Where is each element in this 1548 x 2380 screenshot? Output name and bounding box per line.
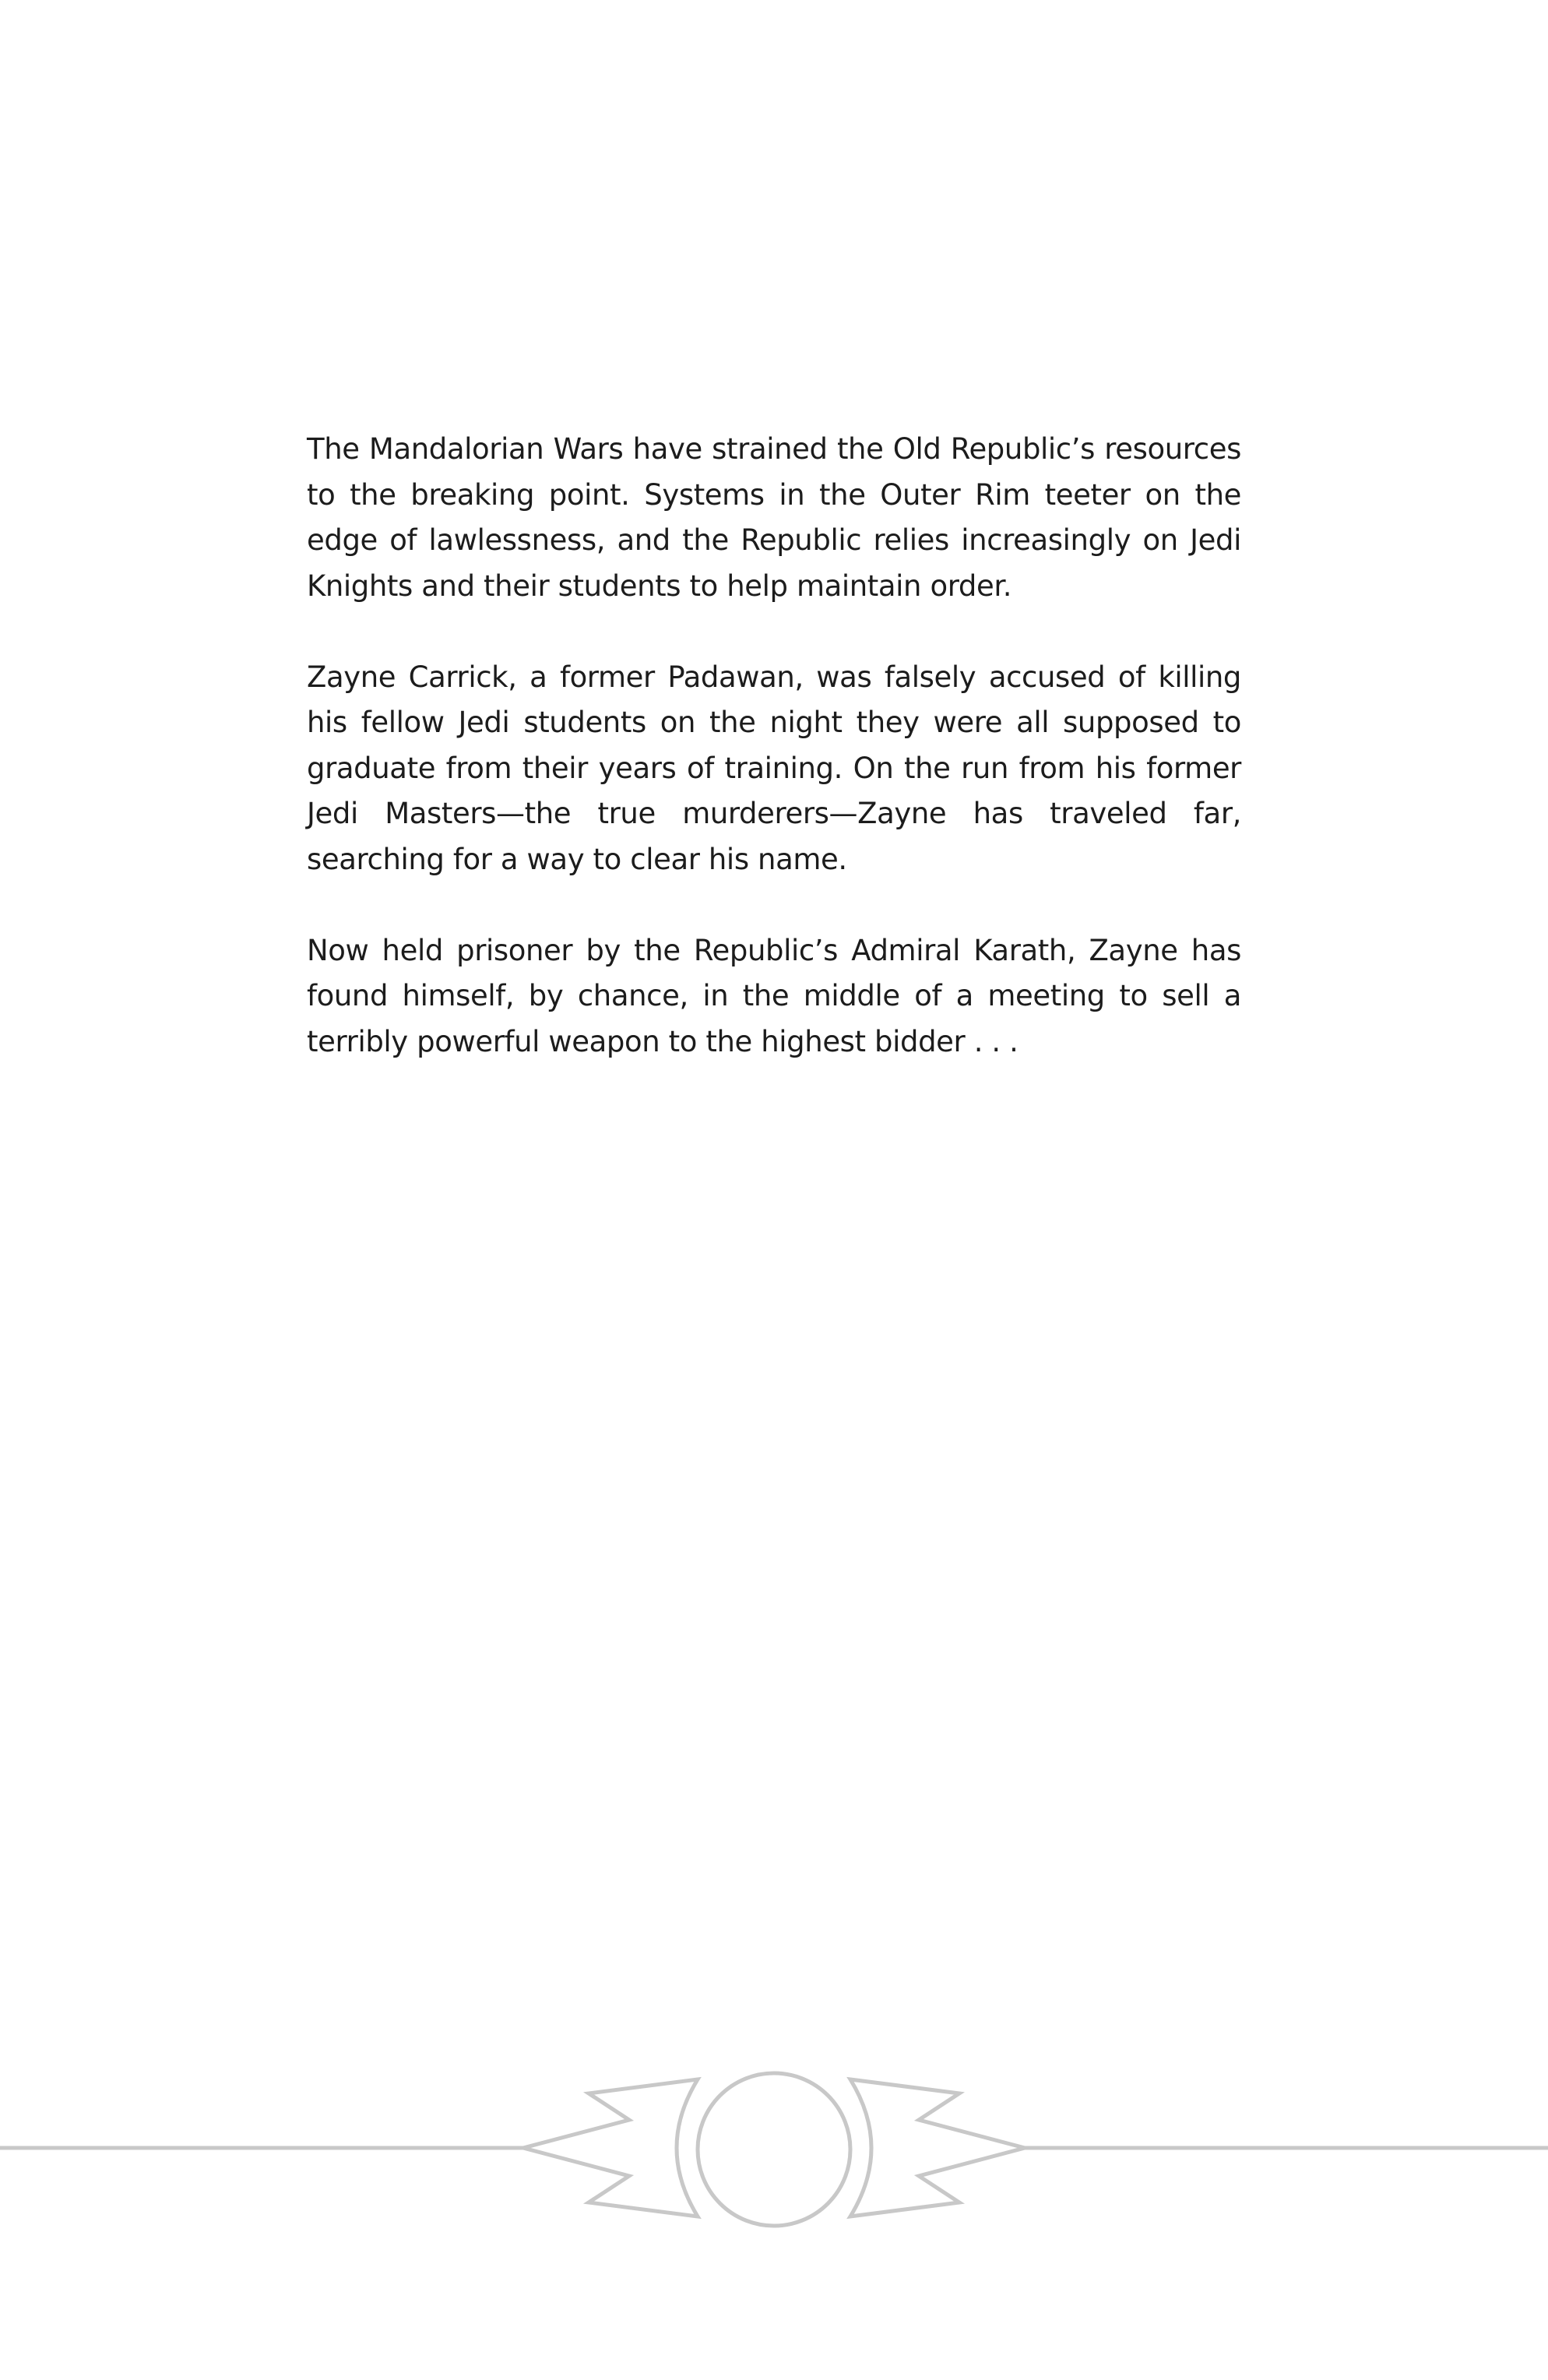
emblem-right-wing	[850, 2079, 1025, 2216]
emblem-circle	[698, 2073, 850, 2226]
old-republic-emblem-icon	[0, 2056, 1548, 2243]
opening-crawl-text	[307, 427, 1241, 1065]
paragraph-3: Now held prisoner by the Republic’s Admiral Karath, Zayne has found himself, by chance, in the middle of a meeting to sell a terribly powerful weapon to the highest bidder . . .	[307, 933, 1241, 1058]
paragraph-1: The Mandalorian Wars have strained the Old Republic’s resources to the breaking point. Systems in the Outer Rim teeter on the edge of lawlessness, and the Republic relies increasingly on Jedi Knights and their students to help maintain order.	[307, 432, 1241, 603]
emblem-left-wing	[523, 2079, 698, 2216]
paragraph-2: Zayne Carrick, a former Padawan, was falsely accused of killing his fellow Jedi students on the night they were all supposed to graduate from their years of training. On the run from his former Jedi Masters—the true murderers—Zayne has traveled far, searching for a way to clear his name.	[307, 660, 1241, 876]
